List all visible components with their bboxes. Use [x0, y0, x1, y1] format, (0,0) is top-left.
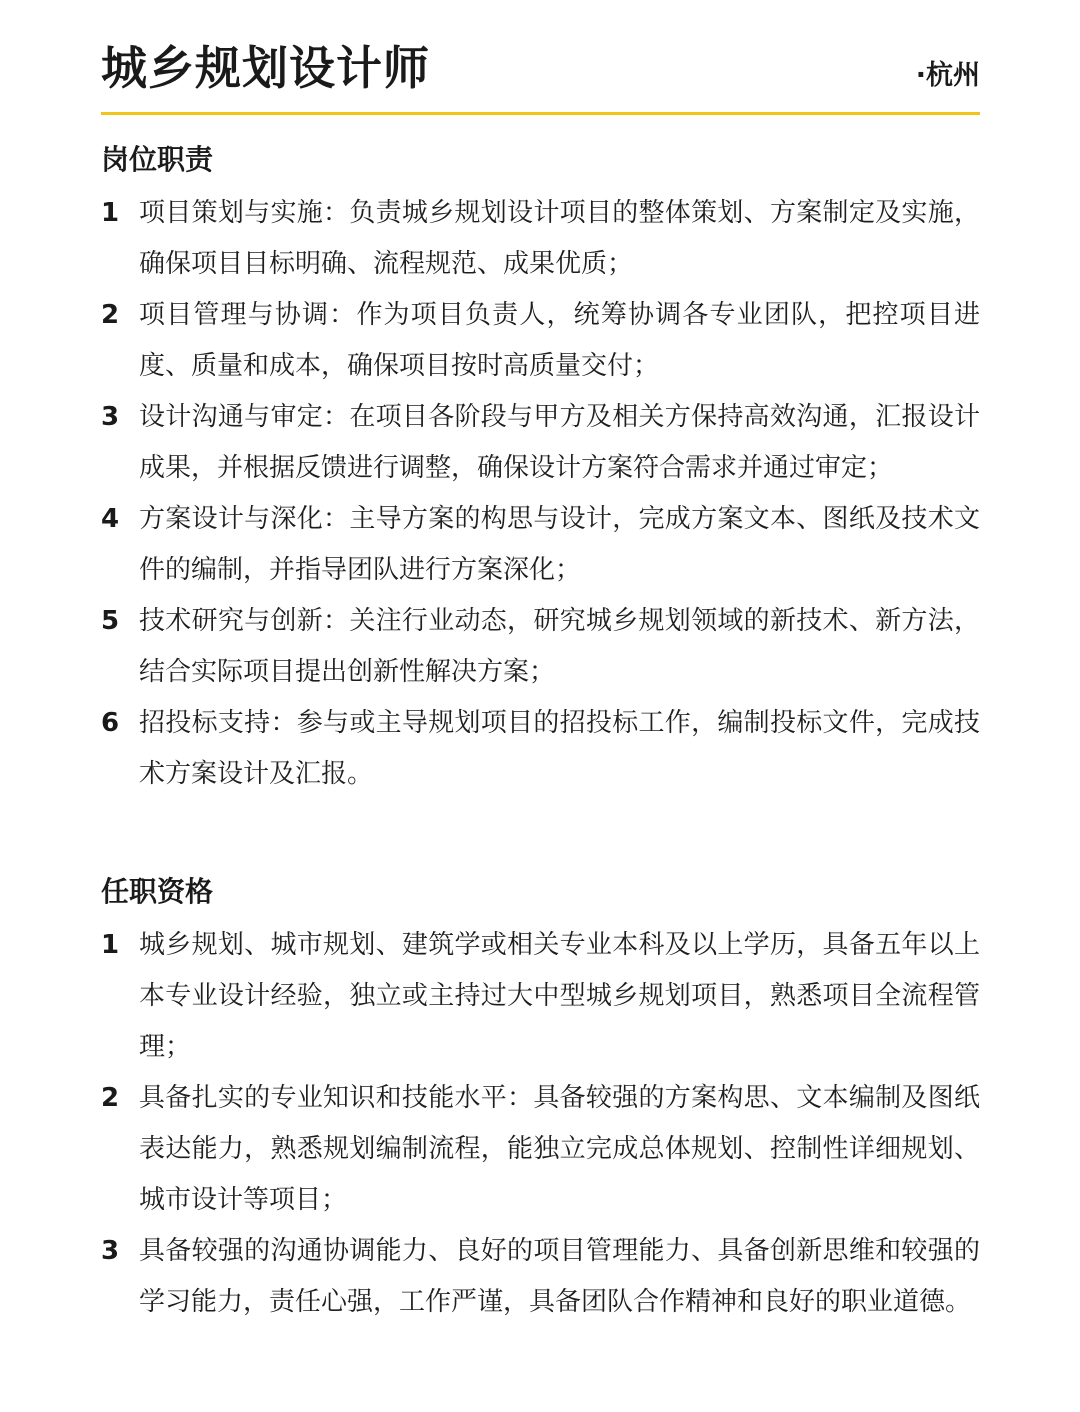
item-number: 2 [101, 1083, 120, 1113]
responsibilities-heading: 岗位职责 [101, 143, 214, 176]
item-number: 1 [101, 198, 120, 228]
item-number: 2 [101, 300, 120, 330]
responsibilities-section [101, 140, 980, 800]
item-number: 5 [101, 606, 120, 636]
item-number: 3 [101, 402, 120, 432]
item-text: 具备扎实的专业知识和技能水平：具备较强的方案构思、文本编制及图纸表达能力，熟悉规划编制流程，能独立完成总体规划、控制性详细规划、城市设计等项目； [139, 1083, 980, 1215]
list-item [101, 392, 980, 494]
qualifications-section [101, 872, 980, 1328]
list-item [101, 920, 980, 1073]
item-text: 项目策划与实施：负责城乡规划设计项目的整体策划、方案制定及实施，确保项目目标明确、流程规范、成果优质； [139, 198, 980, 279]
item-text: 项目管理与协调：作为项目负责人，统筹协调各专业团队，把控项目进度、质量和成本，确保项目按时高质量交付； [139, 300, 980, 381]
list-item [101, 290, 980, 392]
title-divider [101, 112, 980, 115]
item-number: 3 [101, 1236, 120, 1266]
list-item [101, 1226, 980, 1328]
item-text: 方案设计与深化：主导方案的构思与设计，完成方案文本、图纸及技术文件的编制，并指导团队进行方案深化； [139, 504, 980, 585]
qualifications-heading: 任职资格 [101, 875, 214, 908]
item-number: 1 [101, 930, 120, 960]
item-number: 4 [101, 504, 120, 534]
list-item [101, 698, 980, 800]
item-text: 设计沟通与审定：在项目各阶段与甲方及相关方保持高效沟通，汇报设计成果，并根据反馈进行调整，确保设计方案符合需求并通过审定； [139, 402, 980, 483]
item-text: 招投标支持：参与或主导规划项目的招投标工作，编制投标文件，完成技术方案设计及汇报。 [139, 708, 980, 789]
item-text: 城乡规划、城市规划、建筑学或相关专业本科及以上学历，具备五年以上本专业设计经验，独立或主持过大中型城乡规划项目，熟悉项目全流程管理； [139, 930, 980, 1062]
header [101, 36, 980, 112]
item-text: 技术研究与创新：关注行业动态，研究城乡规划领域的新技术、新方法，结合实际项目提出创新性解决方案； [139, 606, 980, 687]
item-text: 具备较强的沟通协调能力、良好的项目管理能力、具备创新思维和较强的学习能力，责任心强，工作严谨，具备团队合作精神和良好的职业道德。 [139, 1236, 980, 1317]
item-number: 6 [101, 708, 120, 738]
list-item [101, 188, 980, 290]
list-item [101, 494, 980, 596]
list-item [101, 1073, 980, 1226]
list-item [101, 596, 980, 698]
page-title: 城乡规划设计师 [101, 41, 430, 95]
location-label: ·杭州 [915, 60, 980, 91]
